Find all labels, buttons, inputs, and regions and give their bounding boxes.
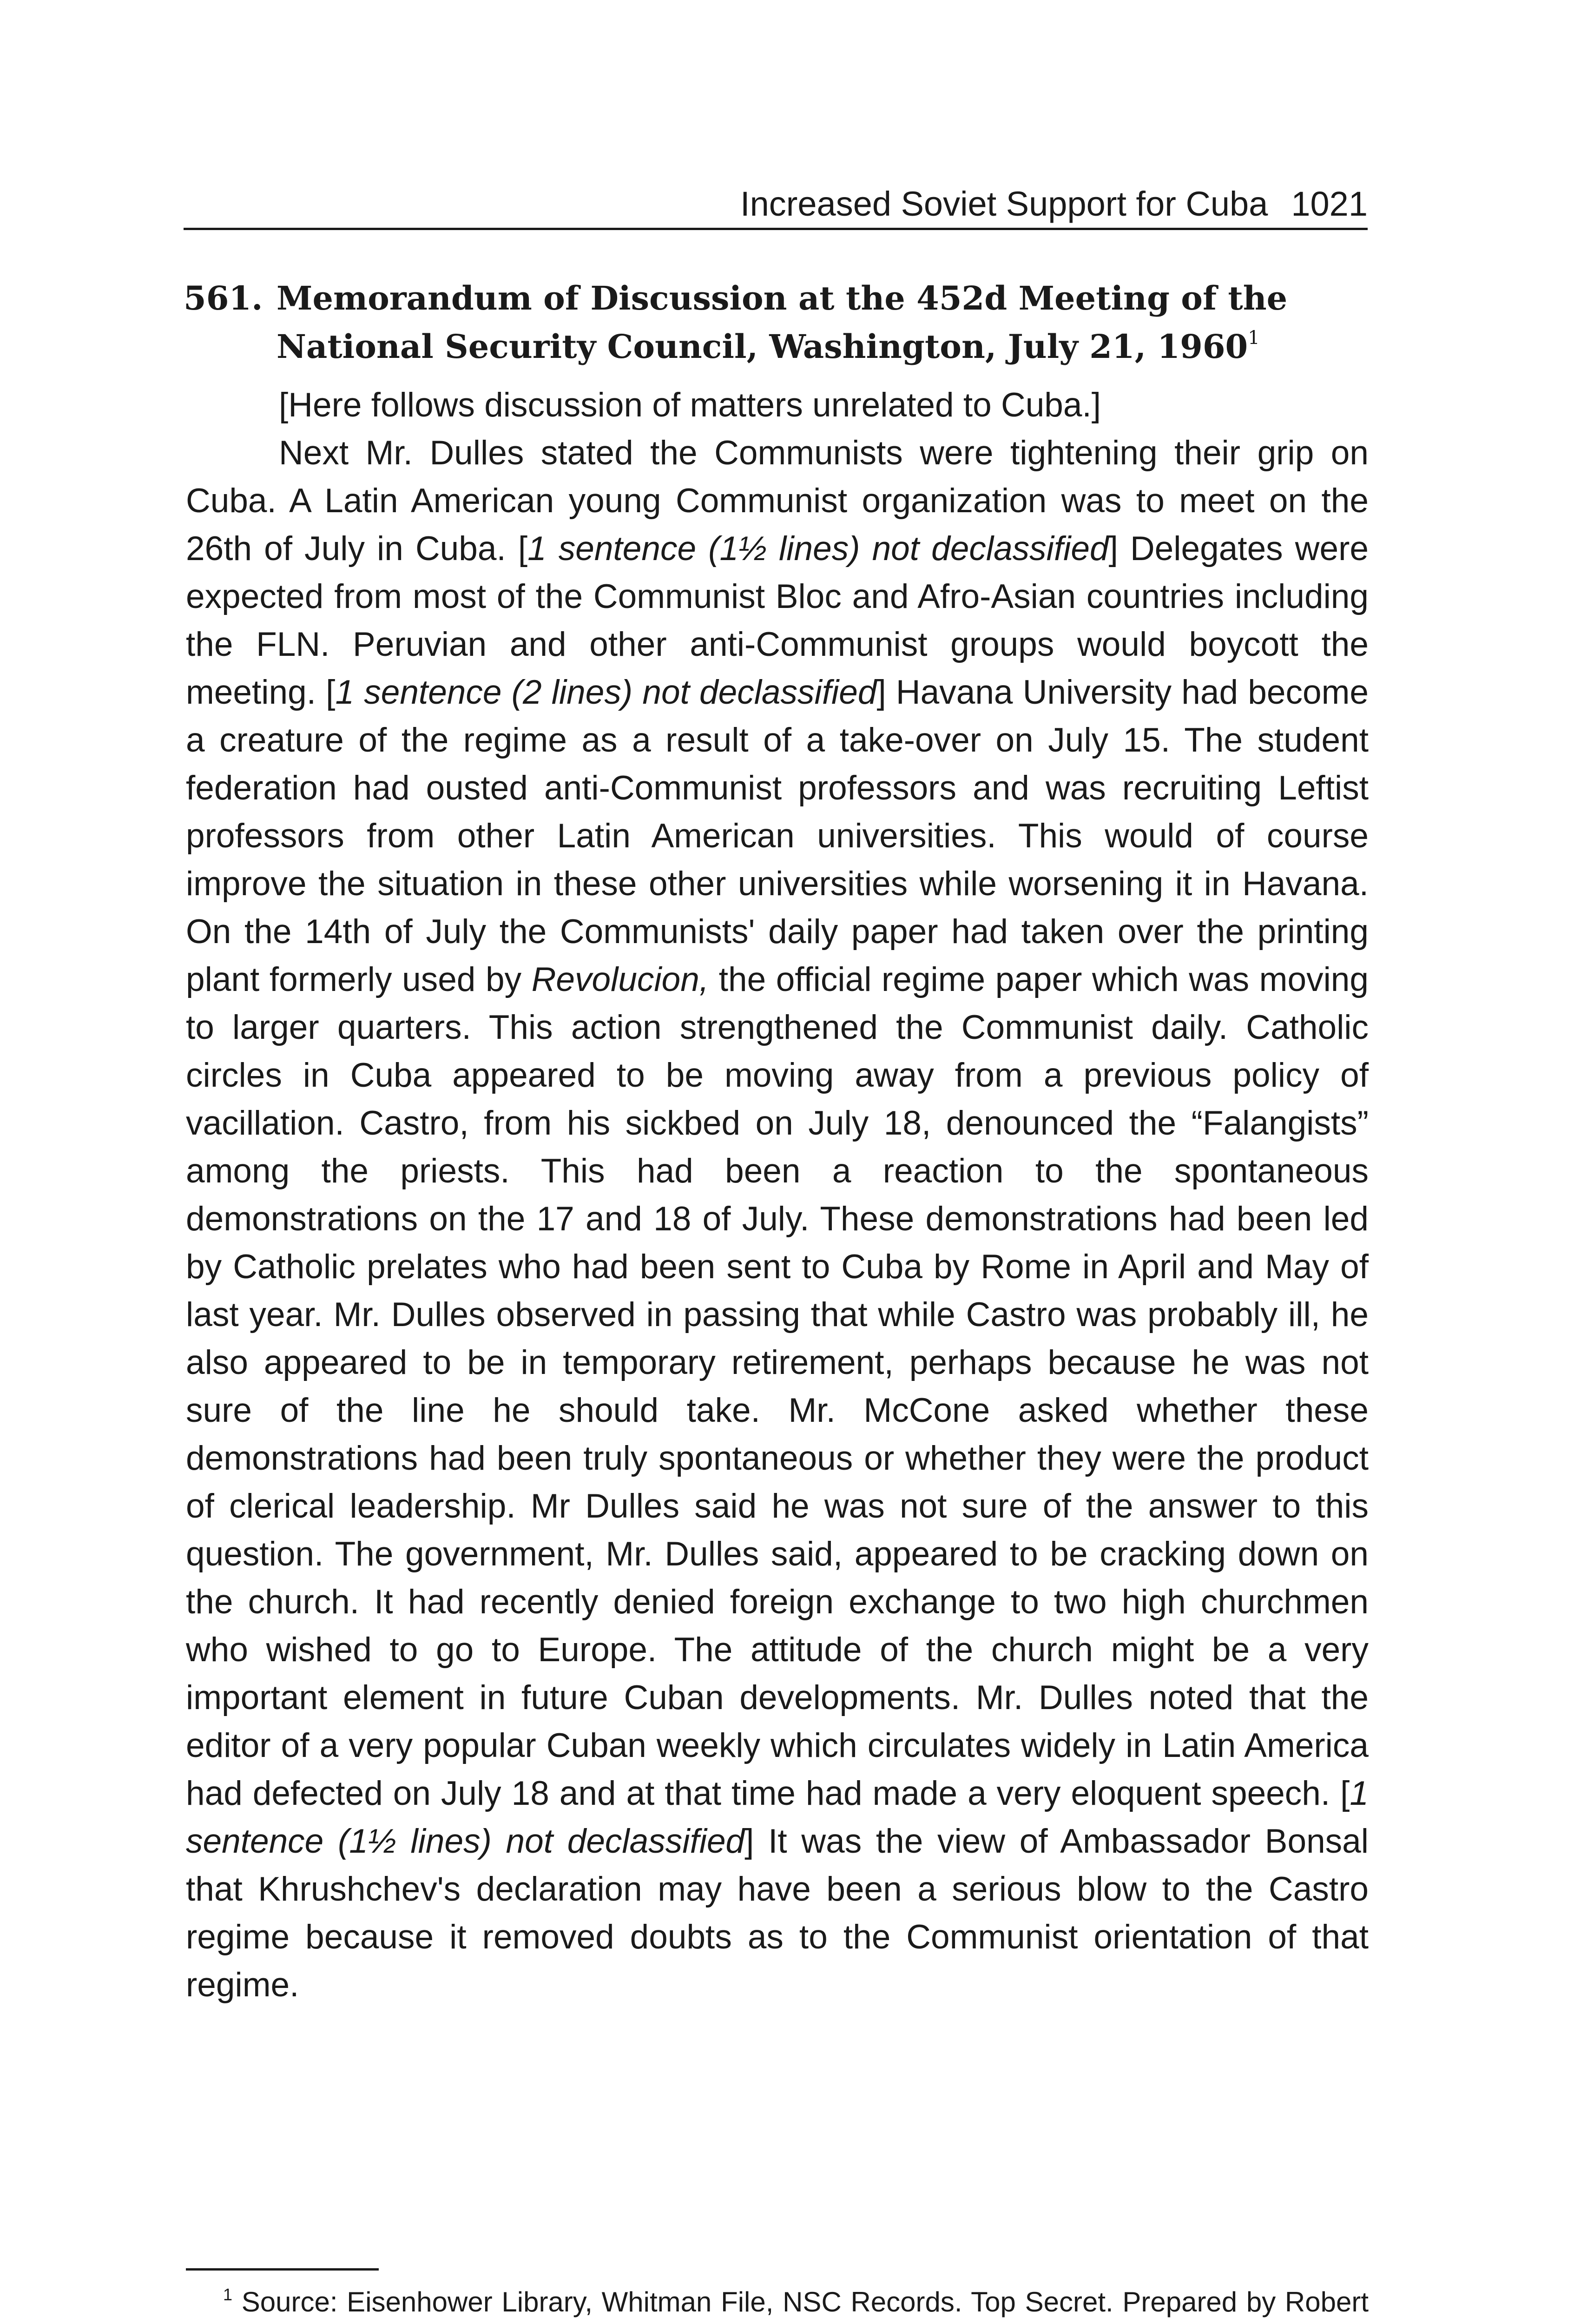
body-text-segment: ] It was the view of Ambassador Bonsal that Khrushchev's declaration may have been a serious blow to the Castro regime because it removed doubts as to the Communist orientation of that regime. <box>186 1822 1369 2004</box>
newspaper-title: Revolucion, <box>531 961 709 998</box>
running-header-title: Increased Soviet Support for Cuba <box>740 185 1268 223</box>
document-number: 561. <box>184 279 263 317</box>
footnote-paragraph <box>186 2282 1369 2324</box>
body-text-segment: Next Mr. Dulles stated the Communists were tightening their grip on Cuba. A Latin American young Communist organization was to meet on the 26th of July in Cuba. [ <box>186 434 1369 568</box>
footnote-divider <box>186 2268 379 2271</box>
footnote-text: Source: Eisenhower Library, Whitman File, NSC Records. Top Secret. Prepared by Robert <box>241 2286 1369 2317</box>
footnote-reference: 1 <box>1248 327 1260 349</box>
body-text-segment: the official regime paper which was moving to larger quarters. This action strengthened the Communist daily. Catholic circles in Cuba appeared to be moving away from a previous policy of vacillation. Castro, from his sickbed on July 18, denounced the “Falangists” among the priests. This had been a reaction to the spontaneous demonstrations on the 17 and 18 of July. These demonstrations had been led by Catholic prelates who had been sent to Cuba by Rome in April and May of last year. Mr. Dulles observed in passing that while Castro was probably ill, he also appeared to be in temporary retirement, perhaps because he was not sure of the line he should take. Mr. McCone asked whether these demonstrations had been truly spontaneous or whether they were the product of clerical leadership. Mr Dulles said he was not sure of the answer to this question. The government, Mr. Dulles said, appeared to be cracking down on the church. It had recently denied foreign exchange to two high churchmen who wished to go to Europe. The attitude of the church might be a very important element in future Cuban developments. Mr. Dulles noted that the editor of a very popular Cuban weekly which circulates widely in Latin America had defected on July 18 and at that time had made a very eloquent speech. [ <box>186 961 1369 1812</box>
page-number: 1021 <box>1291 185 1368 223</box>
redaction-note: 1 sentence (1½ lines) not declassified <box>186 1775 1369 1860</box>
body-text-segment: ] Havana University had become a creature of the regime as a result of a take-over on July 15. The student federation had ousted anti-Communist professors and was recruiting Leftist professors from other Latin American universities. This would of course improve the situation in these other universities while worsening it in Havana. On the 14th of July the Communists' daily paper had taken over the printing plant formerly used by <box>186 673 1369 998</box>
editorial-note: [Here follows discussion of matters unrelated to Cuba.] <box>279 386 1101 424</box>
redaction-note: 1 sentence (2 lines) not declassified <box>335 673 877 711</box>
body-paragraph <box>186 429 1369 2009</box>
redaction-note: 1 sentence (1½ lines) not declassified <box>527 530 1109 568</box>
document-title <box>277 274 1383 371</box>
body-text-segment: ] Delegates were expected from most of the Communist Bloc and Afro-Asian countries including the FLN. Peruvian and other anti-Communist groups would boycott the meeting. [ <box>186 530 1369 711</box>
body-text <box>186 381 1369 2009</box>
footnote <box>186 2282 1369 2324</box>
document-title-text: Memorandum of Discussion at the 452d Meeting of the National Security Council, Washington, July 21, 1960 <box>277 279 1288 366</box>
running-header <box>184 179 1368 230</box>
footnote-marker: 1 <box>223 2285 233 2304</box>
